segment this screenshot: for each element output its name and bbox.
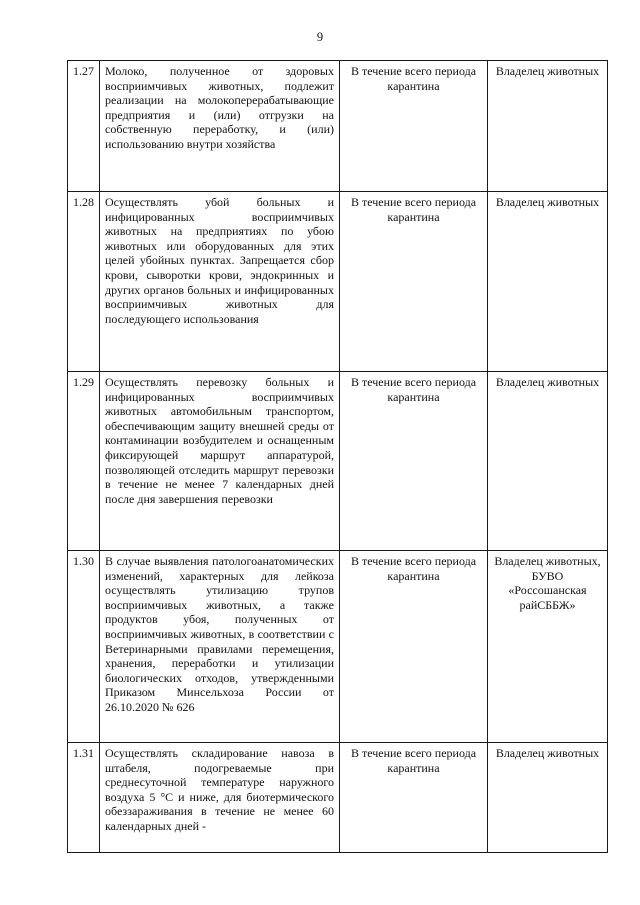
table-row <box>68 372 608 551</box>
measures-table <box>67 60 608 853</box>
measure-term: В течение всего периода карантина <box>340 372 488 551</box>
measure-responsible: Владелец животных <box>488 743 608 853</box>
table-row <box>68 192 608 372</box>
measure-description: Осуществлять убой больных и инфицированных восприимчивых животных на предприятиях по убою животных или оборудованных для этих целей убойных пунктах. Запрещается сбор крови, сыворотки крови, эндокринных и других органов больных и инфицированных восприимчивых животных для последующего использования <box>100 192 340 372</box>
item-number: 1.31 <box>68 743 100 853</box>
measure-term: В течение всего периода карантина <box>340 192 488 372</box>
item-number: 1.27 <box>68 61 100 192</box>
table-row <box>68 551 608 743</box>
measure-description: В случае выявления патологоанатомических изменений, характерных для лейкоза осуществлять утилизацию трупов восприимчивых животных, а также продуктов убоя, полученных от восприимчивых животных, в соответствии с Ветеринарными правилами перемещения, хранения, переработки и утилизации биологических отходов, утвержденными Приказом Минсельхоза России от 26.10.2020 № 626 <box>100 551 340 743</box>
item-number: 1.29 <box>68 372 100 551</box>
measure-responsible: Владелец животных <box>488 372 608 551</box>
measure-description: Осуществлять складирование навоза в штабеля, подогреваемые при среднесуточной температуре наружного воздуха 5 °С и ниже, для биотермического обеззараживания в течение не менее 60 календарных дней - <box>100 743 340 853</box>
measure-responsible: Владелец животных <box>488 192 608 372</box>
table-row <box>68 743 608 853</box>
measure-description: Молоко, полученное от здоровых восприимчивых животных, подлежит реализации на молокоперерабатывающие предприятия и (или) отгрузки на собственную переработку, и (или) использованию внутри хозяйства <box>100 61 340 192</box>
measure-term: В течение всего периода карантина <box>340 743 488 853</box>
measure-description: Осуществлять перевозку больных и инфицированных восприимчивых животных автомобильным транспортом, обеспечивающим защиту внешней среды от контаминации возбудителем и оснащенным фиксирующей маршрут аппаратурой, позволяющей отследить маршрут перевозки в течение не менее 7 календарных дней после дня завершения перевозки <box>100 372 340 551</box>
table-row <box>68 61 608 192</box>
measure-responsible: Владелец животных <box>488 61 608 192</box>
page-number: 9 <box>316 30 324 44</box>
item-number: 1.30 <box>68 551 100 743</box>
item-number: 1.28 <box>68 192 100 372</box>
measure-responsible: Владелец животных, БУВО «Россошанская райСББЖ» <box>488 551 608 743</box>
measure-term: В течение всего периода карантина <box>340 61 488 192</box>
measure-term: В течение всего периода карантина <box>340 551 488 743</box>
